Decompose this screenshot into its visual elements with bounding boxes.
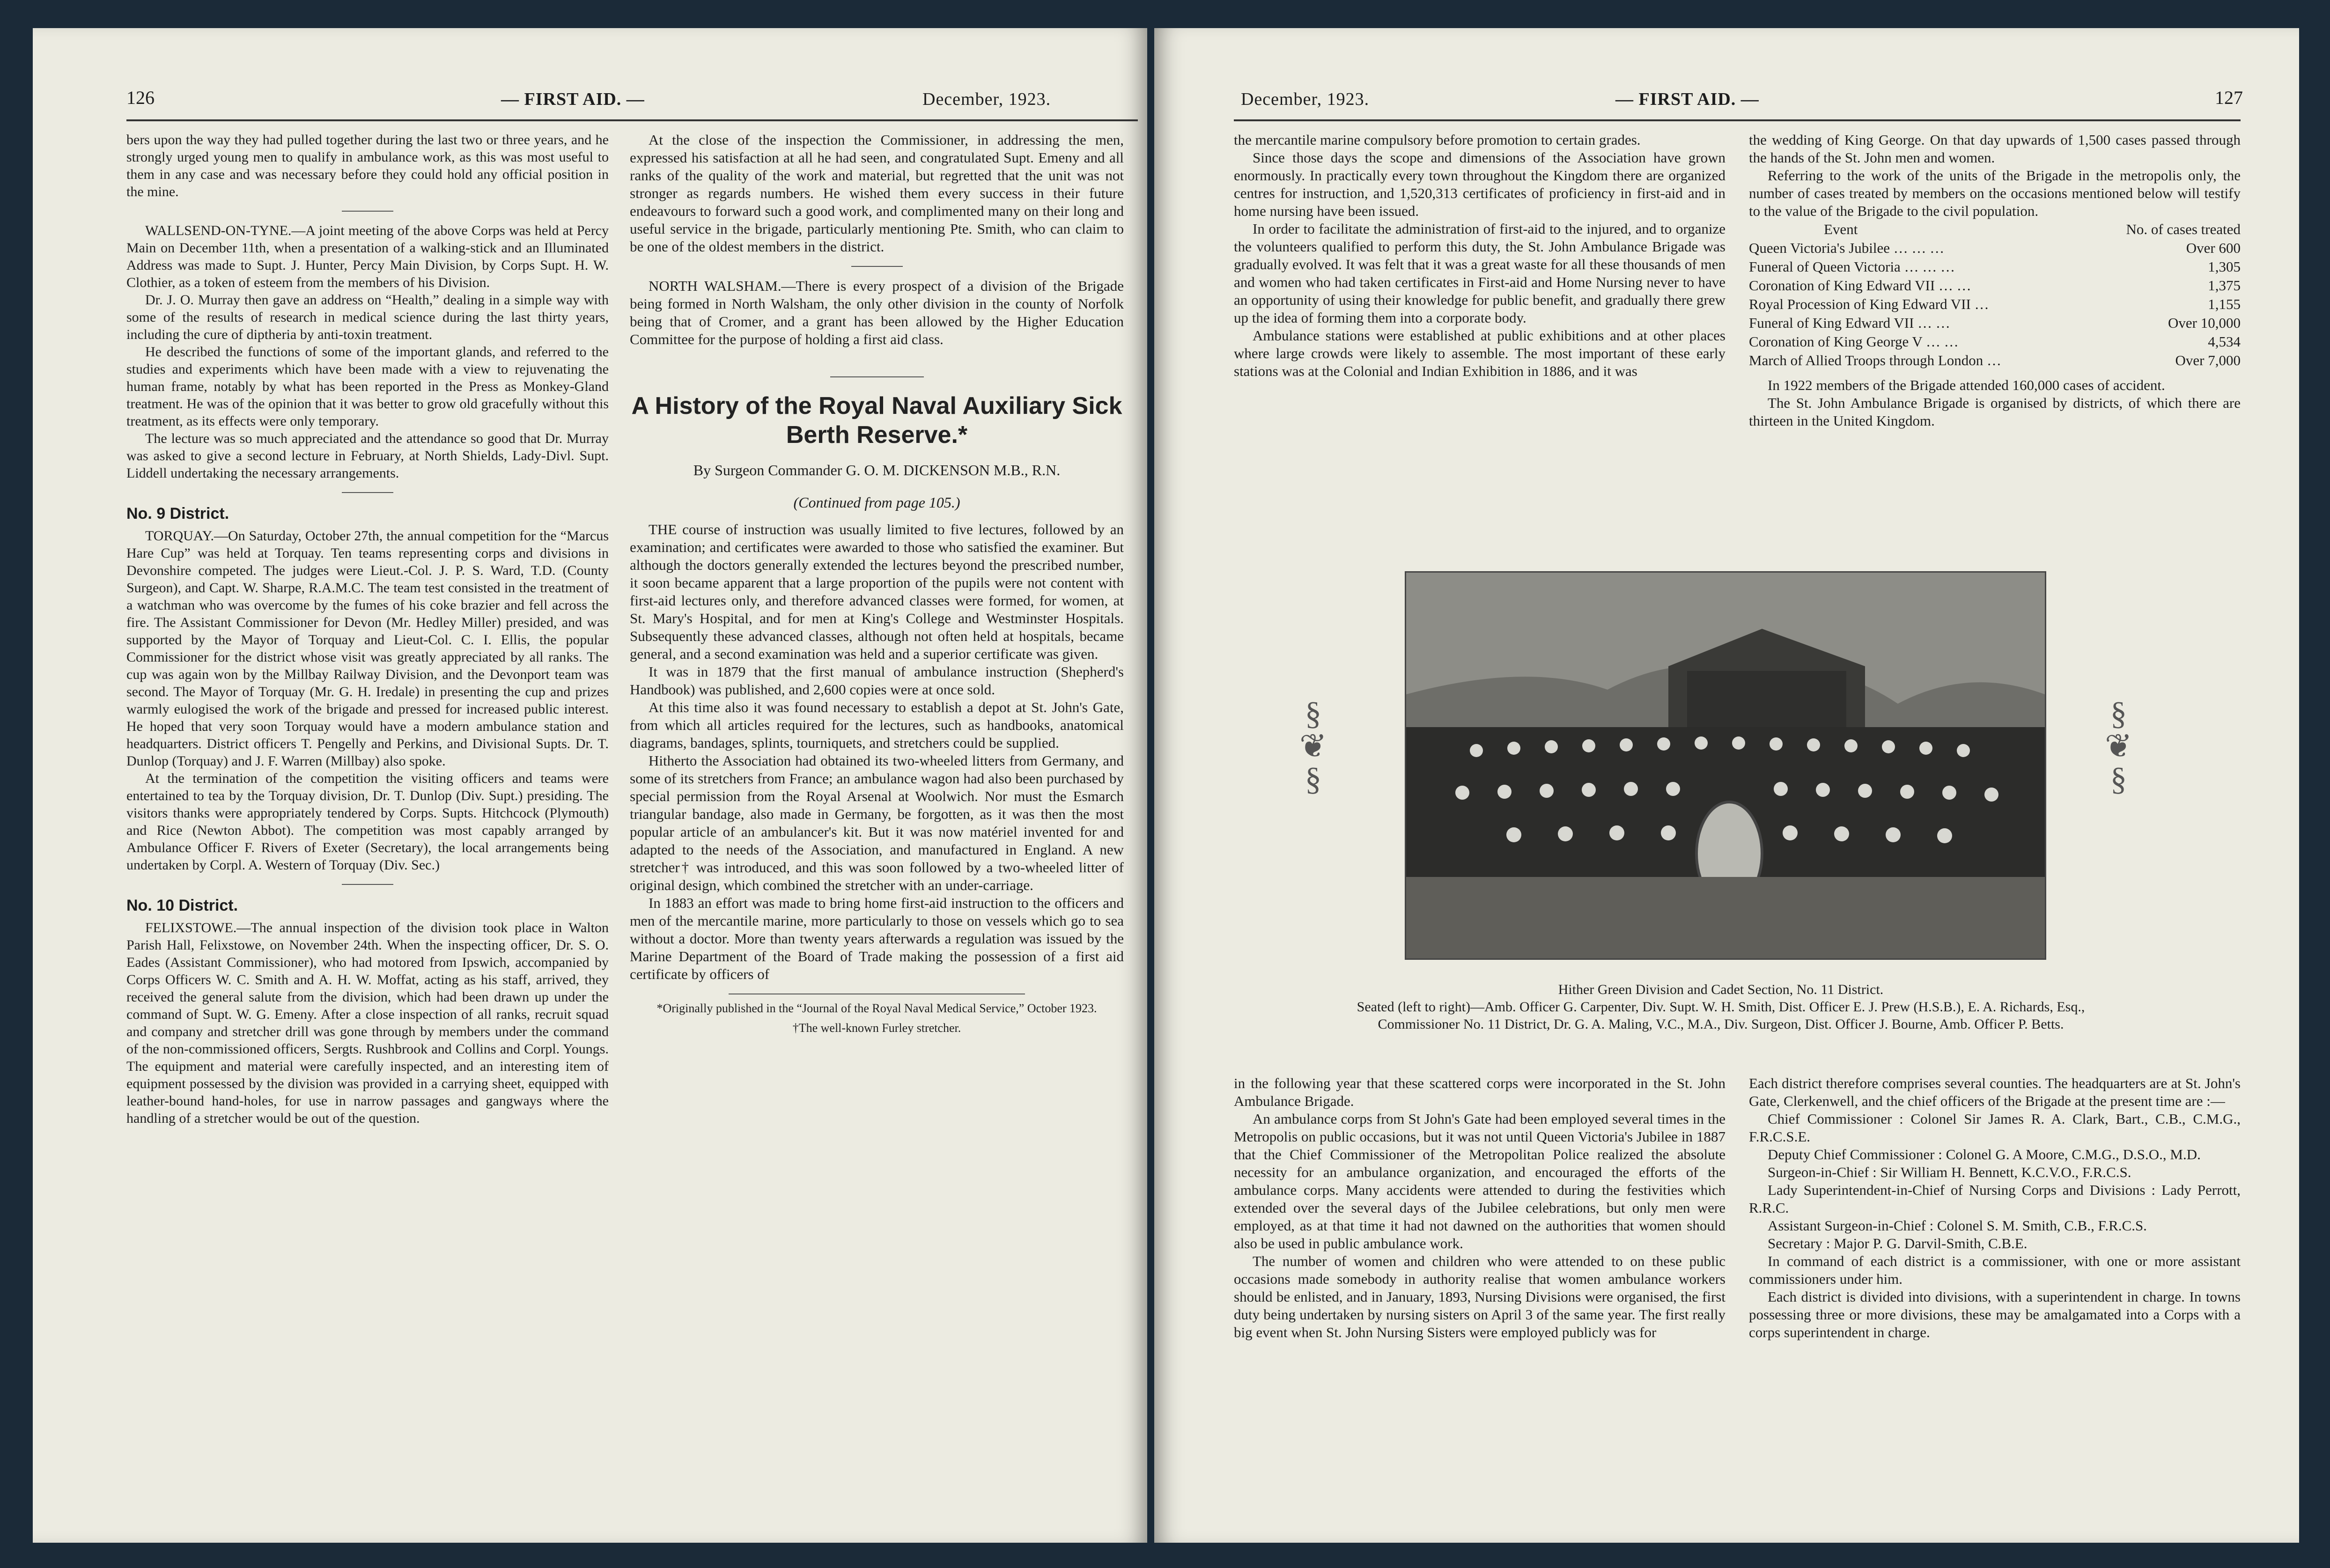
table-cell-event: Funeral of Queen Victoria … … … <box>1749 258 1955 275</box>
table-row <box>1749 332 2241 351</box>
paragraph: The St. John Ambulance Brigade is organised by districts, of which there are thirteen in the United Kingdom. <box>1749 395 2241 429</box>
right-column-4 <box>1749 1075 2241 1341</box>
officer-line: Lady Superintendent-in-Chief of Nursing Corps and Divisions : Lady Perrott, R.R.C. <box>1749 1182 2241 1216</box>
table-cell-event: Funeral of King Edward VII … … <box>1749 315 1950 331</box>
ornament-scroll-icon: § ❦ § <box>2105 696 2132 797</box>
paragraph: In order to facilitate the administration of first-aid to the injured, and to organize the volunteers qualified to perform this duty, the St. John Ambulance Brigade was gradually evolved. It was felt that it was a great waste for all these thousands of men and women who had taken certificates in First-aid and Home Nursing never to have an opportunity of using their knowledge for public benefit, and gradually there grew up the idea of forming them into a corporate body. <box>1234 221 1725 326</box>
paragraph: It was in 1879 that the first manual of ambulance instruction (Shepherd's Handbook) was published, and 2,600 copies were at once sold. <box>630 663 1124 698</box>
paragraph: An ambulance corps from St John's Gate had been employed several times in the Metropolis on public occasions, but it was not until Queen Victoria's Jubilee in 1887 that the Chief Commissioner of the Metropolitan Police realized the absolute necessity for an ambulance organization, and encouraged the efforts of the ambulance corps. Many accidents were attended to during the festivities which extended over the several days of the Jubilee celebrations, but only men were employed, as at that time it had not dawned on the authorities that women should also be used in public ambulance work. <box>1234 1111 1725 1251</box>
paragraph: Hitherto the Association had obtained its two-wheeled litters from Germany, and some of its stretchers from France; an ambulance wagon had also been purchased by special permission from the Royal Arsenal at Woolwich. Nor must the Esmarch triangular bandage, also made in Germany, be forgotten, as it was then the most popular article of an ambulancer's kit. But it was now matériel invented for and adapted to the needs of the Association, and manufactured in England. A new stretcher† was introduced, and this was soon followed by a two-wheeled litter of original design, which combined the stretcher with an under-carriage. <box>630 752 1124 893</box>
officer-line: Deputy Chief Commissioner : Colonel G. A Moore, C.M.G., D.S.O., M.D. <box>1768 1146 2201 1163</box>
left-column-2 <box>630 131 1124 1036</box>
officer-line: Assistant Surgeon-in-Chief : Colonel S. M. Smith, C.B., F.R.C.S. <box>1768 1217 2147 1234</box>
paragraph: Ambulance stations were established at public exhibitions and at other places where large crowds were likely to assemble. The most important of these early stations was at the Colonial and Indian Exhibition in 1886, and it was <box>1234 327 1725 379</box>
paragraph: WALLSEND-ON-TYNE.—A joint meeting of the above Corps was held at Percy Main on December 11th, when a presentation of a walking-stick and an Illuminated Address was made to Supt. J. Hunter, Percy Main Division, by Corps Supt. H. W. Clothier, as a token of esteem from the members of his Division. <box>126 223 609 290</box>
officer-line: Secretary : Major P. G. Darvil-Smith, C.B.E. <box>1768 1235 2028 1251</box>
table-cell-event: Royal Procession of King Edward VII … <box>1749 296 1989 312</box>
paragraph: Each district therefore comprises several counties. The headquarters are at St. John's Gate, Clerkenwell, and the chief officers of the Brigade at the present time are :— <box>1749 1075 2241 1109</box>
separator <box>851 266 903 267</box>
photo-caption <box>1356 981 2086 1033</box>
table-row <box>1749 258 2241 276</box>
page-number: 126 <box>126 87 155 108</box>
right-column-2 <box>1749 131 2241 430</box>
table-cell-cases: Over 10,000 <box>2168 315 2241 331</box>
table-row <box>1749 276 2241 295</box>
left-column-1 <box>126 131 609 1127</box>
continued-note: (Continued from page 105.) <box>793 494 960 511</box>
ornament-scroll-icon: § ❦ § <box>1299 696 1327 797</box>
table-cell-event: Queen Victoria's Jubilee … … … <box>1749 240 1945 256</box>
paragraph: in the following year that these scattered corps were incorporated in the St. John Ambulance Brigade. <box>1234 1075 1725 1109</box>
paragraph: Since those days the scope and dimensions of the Association have grown enormously. In practically every town throughout the Kingdom there are organized centres for instruction, and 1,520,313 certificates of proficiency in first-aid and in home nursing have been issued. <box>1234 149 1725 219</box>
paragraph: THE course of instruction was usually limited to five lectures, followed by an examination; and certificates were awarded to those who satisfied the examiner. But although the doctors generally extended the lectures beyond the prescribed number, it soon became apparent that a large proportion of the pupils were not content with first-aid lectures only, and therefore advanced classes were formed, for women, at St. Mary's Hospital, and for men at King's College and Westminster Hospitals. Subsequently these advanced classes, although not often held at hospitals, became general, and a second examination was held and a superior certificate was given. <box>630 521 1124 662</box>
table-cell-cases: 1,155 <box>2208 296 2241 312</box>
page-date: December, 1923. <box>1241 89 1370 109</box>
paragraph: In 1922 members of the Brigade attended 160,000 cases of accident. <box>1768 377 2165 393</box>
cases-table <box>1749 220 2241 370</box>
article-title: A History of the Royal Naval Auxiliary Sick Berth Reserve.* <box>631 392 1122 449</box>
caption-line-1: Hither Green Division and Cadet Section, No. 11 District. <box>1558 982 1884 997</box>
paragraph: The lecture was so much appreciated and the attendance so good that Dr. Murray was asked to give a second lecture in February, at North Shields, Lady-Divl. Supt. Liddell undertaking the necessary arrangements. <box>126 431 609 481</box>
page-date: December, 1923. <box>922 89 1051 109</box>
ornamental-separator <box>830 376 924 377</box>
section-heading: No. 9 District. <box>126 505 229 523</box>
group-photo-illustration <box>1406 573 2045 958</box>
page-number: 127 <box>2215 87 2243 108</box>
officer-line: Chief Commissioner : Colonel Sir James R. A. Clark, Bart., C.B., C.M.G., F.R.C.S.E. <box>1749 1111 2241 1145</box>
table-cell-cases: 1,305 <box>2208 258 2241 275</box>
right-column-3 <box>1234 1075 1725 1341</box>
paragraph: In 1883 an effort was made to bring home first-aid instruction to the officers and men of the mercantile marine, more particularly to those on vessels which go to sea without a doctor. More than twenty years afterwards a regulation was issued by the Marine Department of the Board of Trade making the possession of a first aid certificate by officers of <box>630 895 1124 982</box>
paragraph: the wedding of King George. On that day upwards of 1,500 cases passed through the hands of the St. John men and women. <box>1749 132 2241 166</box>
header-rule <box>126 119 1138 121</box>
table-cell-event: Coronation of King George V … … <box>1749 333 1959 350</box>
table-header-event: Event <box>1824 221 1858 237</box>
footnote: †The well-known Furley stretcher. <box>792 1021 961 1035</box>
section-heading: No. 10 District. <box>126 897 238 914</box>
separator <box>342 492 393 493</box>
paragraph: Referring to the work of the units of the Brigade in the metropolis only, the number of cases treated by members on the occasions mentioned below will testify to the value of the Brigade to the civil population. <box>1749 167 2241 219</box>
table-row <box>1749 295 2241 314</box>
paragraph: TORQUAY.—On Saturday, October 27th, the annual competition for the “Marcus Hare Cup” was held at Torquay. Ten teams representing corps and divisions in Devonshire competed. The judges were Lieut.-Col. J. P. S. Ward, T.D. (County Surgeon), and Capt. W. Sharpe, R.A.M.C. The team test consisted in the treatment of a watchman who was overcome by the fumes of his coke brazier and fell across the fire. The Assistant Commissioner for Devon (Mr. Hedley Miller) presided, and was supported by the Mayor of Torquay and Lieut-Col. C. I. Ellis, the popular Commissioner for the district whose visit was greatly appreciated by all ranks. The cup was again won by the Millbay Railway Division, and the Devonport team was second. The Mayor of Torquay (Mr. G. H. Iredale) in presenting the cup and prizes warmly eulogised the work of the brigade and pressed for increased public interest. He hoped that very soon Torquay would have a modern ambulance station and headquarters. District officers T. Pengelly and Perkins, and Divisional Supts. Dr. T. Dunlop (Torquay) and J. F. Warren (Millbay) also spoke. <box>126 528 609 769</box>
officer-line: Surgeon-in-Chief : Sir William H. Bennett, K.C.V.O., F.R.C.S. <box>1768 1164 2131 1180</box>
paragraph: Dr. J. O. Murray then gave an address on “Health,” dealing in a simple way with some of the results of research in medical science during the last thirty years, including the cure of diptheria by anti-toxin treatment. <box>126 292 609 342</box>
header-rule <box>1234 119 2241 121</box>
table-cell-cases: Over 600 <box>2186 240 2241 256</box>
paragraph: The number of women and children who were attended to on these public occasions made somebody in authority realise that women ambulance workers should be enlisted, and in January, 1893, Nursing Divisions were organised, the first duty being undertaken by nursing sisters on April 3 of the same year. The first really big event when St. John Nursing Sisters were employed publicly was for <box>1234 1253 1725 1340</box>
paragraph: the mercantile marine compulsory before promotion to certain grades. <box>1234 132 1641 148</box>
right-page <box>1154 28 2299 1543</box>
table-cell-event: March of Allied Troops through London … <box>1749 352 2002 368</box>
paragraph: He described the functions of some of the important glands, and referred to the studies and experiments which have been made with a view to rejuvenating the human frame, notably by what has been reported in the Press as Monkey-Gland treatment. He was of the opinion that it was better to grow old gracefully without this treatment, as its effects were only temporary. <box>126 344 609 429</box>
left-page <box>33 28 1147 1543</box>
table-header-cases: No. of cases treated <box>2126 221 2241 237</box>
paragraph: At the termination of the competition the visiting officers and teams were entertained to tea by the Torquay division, Dr. T. Dunlop (Div. Supt.) presiding. The visitors thanks were appropriately tendered by Corps. Supts. Hitchcock (Plymouth) and Rice (Newton Abbot). The competition was most capably arranged by Ambulance Officer F. Rivers of Exeter (Secretary), the local arrangements being undertaken by Corpl. A. Western of Torquay (Div. Sec.) <box>126 771 609 873</box>
table-row <box>1749 239 2241 258</box>
right-column-1 <box>1234 131 1725 380</box>
table-cell-event: Coronation of King Edward VII … … <box>1749 277 1971 294</box>
paragraph: In command of each district is a commissioner, with one or more assistant commissioners under him. <box>1749 1253 2241 1287</box>
paragraph: bers upon the way they had pulled together during the last two or three years, and he strongly urged young men to qualify in ambulance work, as this was most useful to them in any case and was necessary before they could hold any official position in the mine. <box>126 132 609 199</box>
separator <box>342 884 393 885</box>
paragraph: At the close of the inspection the Commissioner, in addressing the men, expressed his satisfaction at all he had seen, and congratulated Supt. Emeny and all ranks of the quality of the work and material, but regretted that the unit was not stronger as regards numbers. He wished them every success in their future endeavours to forward such a good work, and complimented many on their long and useful service in the brigade, particularly mentioning Pte. Smith, who can claim to be one of the oldest members in the district. <box>630 132 1124 255</box>
footnote: *Originally published in the “Journal of the Royal Naval Medical Service,” October 1923. <box>656 1001 1097 1015</box>
paragraph: NORTH WALSHAM.—There is every prospect of a division of the Brigade being formed in North Walsham, the only other division in the county of Norfolk being that of Cromer, and a grant has been allowed by the Higher Education Committee for the purpose of holding a first aid class. <box>630 278 1124 347</box>
byline: By Surgeon Commander G. O. M. DICKENSON M.B., R.N. <box>693 462 1061 478</box>
group-photograph <box>1405 571 2046 960</box>
paragraph: At this time also it was found necessary to establish a depot at St. John's Gate, from which all articles required for the lectures, such as handbooks, anatomical diagrams, bandages, splints, tourniquets, and stretchers could be supplied. <box>630 699 1124 751</box>
separator <box>342 211 393 212</box>
paragraph: FELIXSTOWE.—The annual inspection of the division took place in Walton Parish Hall, Felixstowe, on November 24th. When the inspecting officer, Dr. S. O. Eades (Assistant Commissioner), who had motored from Ipswich, accompanied by Corps Officers W. C. Smith and A. H. W. Moffat, acting as his staff, arrived, they received the general salute from the division, which had been drawn up under the command of Supt. W. G. Emeny. After a close inspection of all ranks, recruit squad and company and stretcher drill was gone through by members under the command of the non-commissioned officers, Sergts. Rushbrook and Collins and Corpl. Youngs. The equipment and material were carefully inspected, and an interesting item of equipment possessed by the division was provided in a carrying sheet, equipped with leather-bound hand-holes, for use in narrow passages and gangways where the handling of a stretcher would be out of the question. <box>126 920 609 1126</box>
table-row <box>1749 314 2241 332</box>
table-cell-cases: Over 7,000 <box>2175 352 2241 368</box>
running-title: — FIRST AID. — <box>1615 89 1759 109</box>
caption-line-2: Seated (left to right)—Amb. Officer G. Carpenter, Div. Supt. W. H. Smith, Dist. Officer E. J. Prew (H.S.B.), E. A. Richards, Esq., Commissioner No. 11 District, Dr. G. A. Maling, V.C., M.A., Div. Surgeon, Dist. Officer J. Bourne, Amb. Officer P. Betts. <box>1357 999 2085 1032</box>
table-cell-cases: 1,375 <box>2208 277 2241 294</box>
table-cell-cases: 4,534 <box>2208 333 2241 350</box>
running-title: — FIRST AID. — <box>501 89 645 109</box>
paragraph: Each district is divided into divisions, with a superintendent in charge. In towns possessing three or more divisions, these may be amalgamated into a Corps with a corps superintendent in charge. <box>1749 1288 2241 1340</box>
table-row <box>1749 351 2241 370</box>
